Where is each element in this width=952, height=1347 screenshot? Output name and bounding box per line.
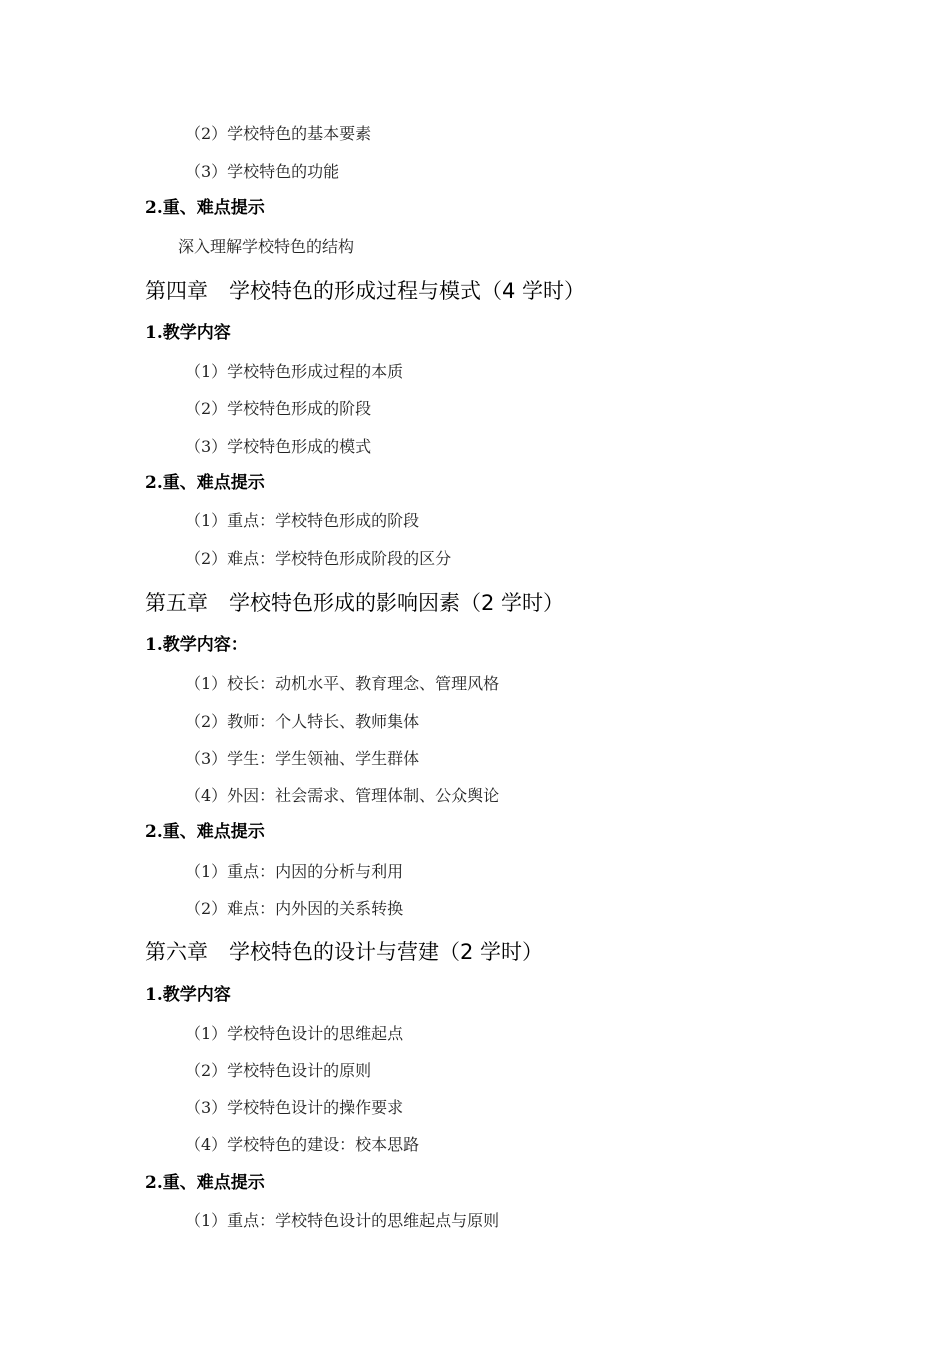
paragraph: 深入理解学校特色的结构: [178, 237, 355, 256]
list-item: （1）校长：动机水平、教育理念、管理风格: [185, 674, 500, 693]
chapter-heading: 第五章 学校特色形成的影响因素（2 学时）: [145, 591, 565, 615]
list-item: （1）学校特色形成过程的本质: [185, 362, 404, 381]
list-item: （3）学校特色形成的模式: [185, 437, 372, 456]
list-item: （2）学校特色形成的阶段: [185, 399, 372, 418]
list-item: （1）重点：学校特色形成的阶段: [185, 511, 420, 530]
list-item: （1）学校特色设计的思维起点: [185, 1024, 404, 1043]
list-item: （4）外因：社会需求、管理体制、公众舆论: [185, 786, 500, 805]
list-item: （1）重点：学校特色设计的思维起点与原则: [185, 1211, 500, 1230]
section-heading: 1.教学内容: [145, 985, 231, 1005]
list-item: （3）学生：学生领袖、学生群体: [185, 749, 420, 768]
section-heading: 2.重、难点提示: [145, 822, 265, 842]
list-item: （2）难点：学校特色形成阶段的区分: [185, 549, 452, 568]
section-heading: 1.教学内容：: [145, 635, 248, 655]
list-item: （4）学校特色的建设：校本思路: [185, 1135, 420, 1154]
list-item: （2）学校特色设计的原则: [185, 1061, 372, 1080]
list-item: （1）重点：内因的分析与利用: [185, 862, 404, 881]
list-item: （2）学校特色的基本要素: [185, 124, 372, 143]
list-item: （2）难点：内外因的关系转换: [185, 899, 404, 918]
section-heading: 2.重、难点提示: [145, 473, 265, 493]
list-item: （3）学校特色设计的操作要求: [185, 1098, 404, 1117]
list-item: （3）学校特色的功能: [185, 162, 340, 181]
chapter-heading: 第四章 学校特色的形成过程与模式（4 学时）: [145, 279, 586, 303]
section-heading: 2.重、难点提示: [145, 1173, 265, 1193]
chapter-heading: 第六章 学校特色的设计与营建（2 学时）: [145, 940, 544, 964]
section-heading: 1.教学内容: [145, 323, 231, 343]
list-item: （2）教师：个人特长、教师集体: [185, 712, 420, 731]
section-heading: 2.重、难点提示: [145, 198, 265, 218]
